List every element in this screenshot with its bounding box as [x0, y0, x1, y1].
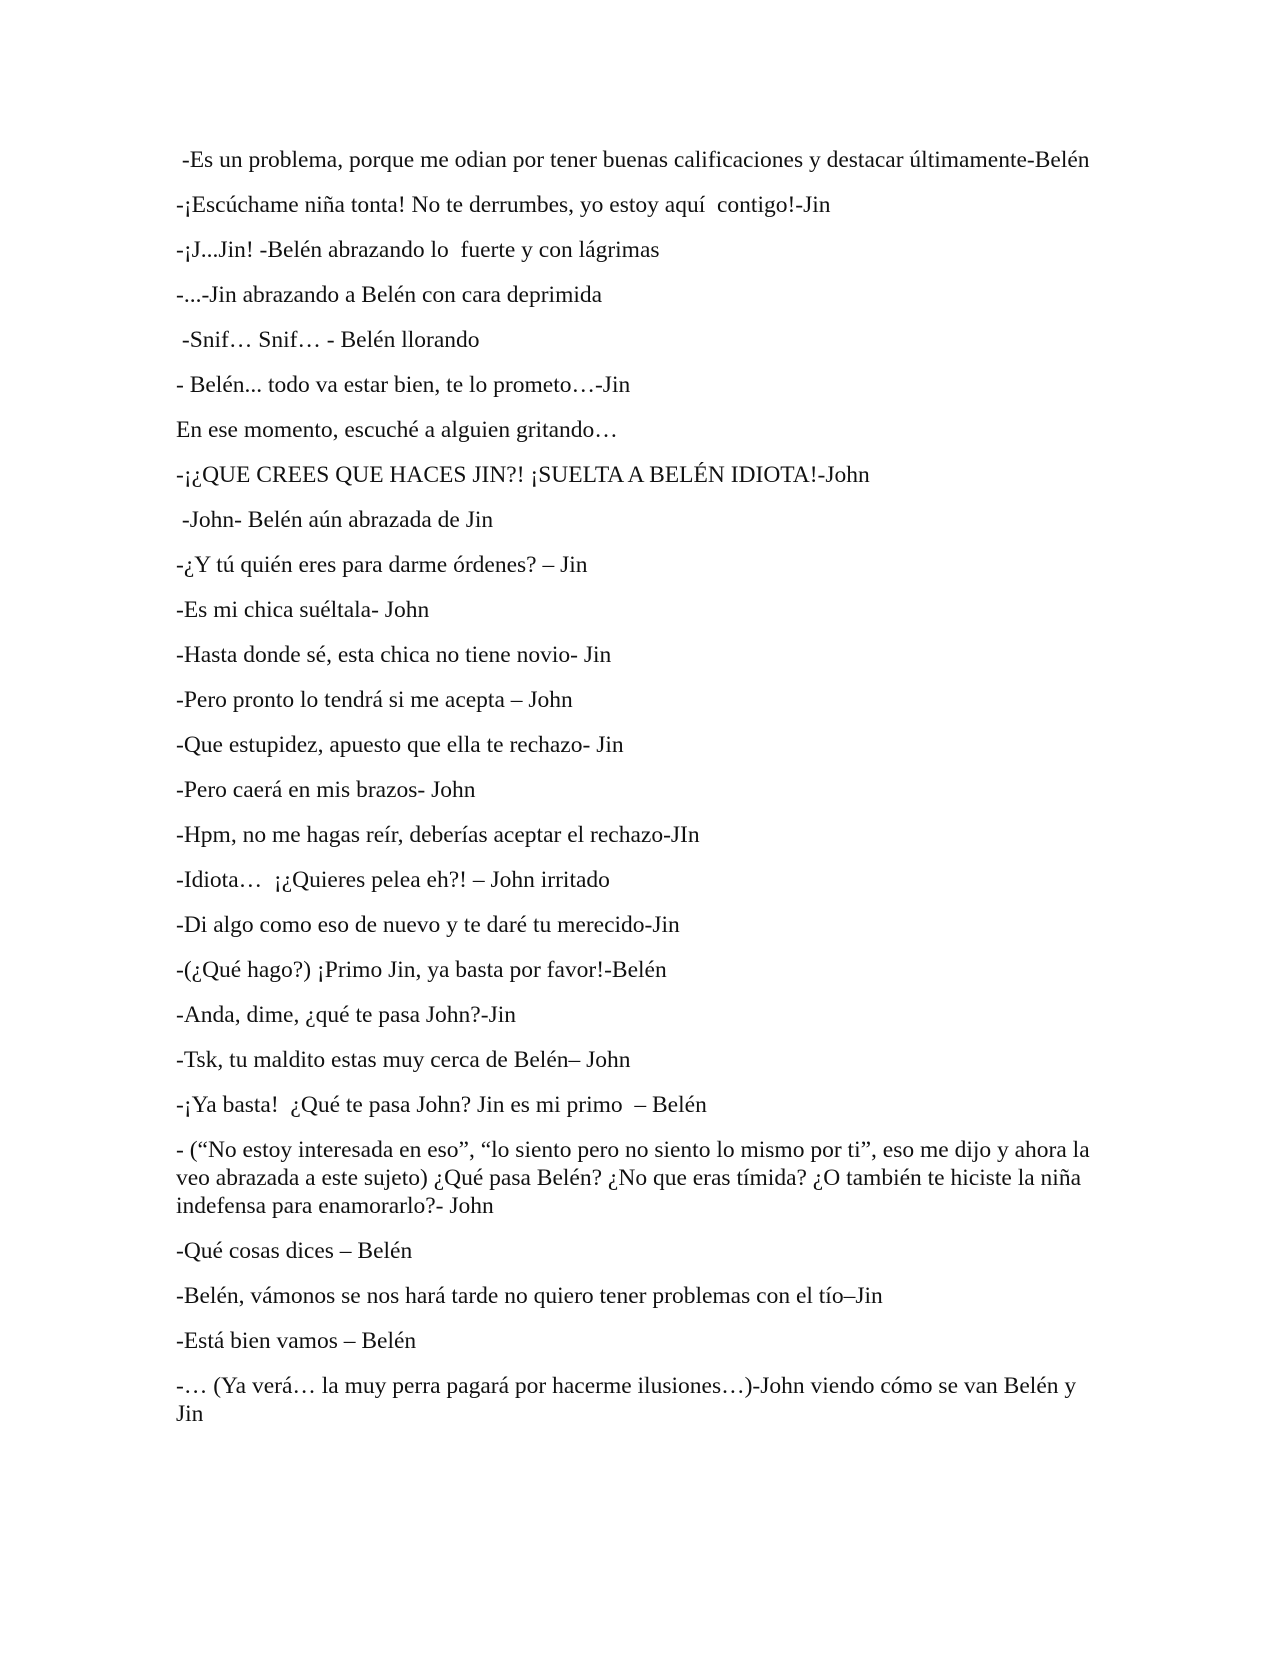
paragraph: -Que estupidez, apuesto que ella te rechazo- Jin [176, 732, 624, 758]
paragraph: -¡¿QUE CREES QUE HACES JIN?! ¡SUELTA A BELÉN IDIOTA!-John [176, 462, 870, 488]
paragraph: -¡J...Jin! -Belén abrazando lo fuerte y con lágrimas [176, 237, 660, 263]
paragraph: -Qué cosas dices – Belén [176, 1238, 413, 1264]
paragraph: En ese momento, escuché a alguien gritando… [176, 417, 618, 443]
paragraph: -Es mi chica suéltala- John [176, 597, 430, 623]
paragraph: -Belén, vámonos se nos hará tarde no quiero tener problemas con el tío–Jin [176, 1283, 883, 1309]
paragraph: -Anda, dime, ¿qué te pasa John?-Jin [176, 1002, 516, 1028]
paragraph: - Belén... todo va estar bien, te lo prometo…-Jin [176, 372, 631, 398]
paragraph: -… (Ya verá… la muy perra pagará por hacerme ilusiones…)-John viendo cómo se van Belén y Jin [176, 1373, 1083, 1427]
paragraph: -Hasta donde sé, esta chica no tiene novio- Jin [176, 642, 612, 668]
paragraph: -Es un problema, porque me odian por tener buenas calificaciones y destacar últimamente-Belén [176, 147, 1090, 173]
paragraph: -Pero pronto lo tendrá si me acepta – John [176, 687, 573, 713]
paragraph: -Está bien vamos – Belén [176, 1328, 417, 1354]
paragraph: -¡Ya basta! ¿Qué te pasa John? Jin es mi primo – Belén [176, 1092, 707, 1118]
document-body [176, 146, 1096, 1445]
paragraph: -Pero caerá en mis brazos- John [176, 777, 476, 803]
paragraph: -Di algo como eso de nuevo y te daré tu merecido-Jin [176, 912, 680, 938]
paragraph: -Tsk, tu maldito estas muy cerca de Belén– John [176, 1047, 631, 1073]
paragraph: -...-Jin abrazando a Belén con cara deprimida [176, 282, 603, 308]
paragraph: -John- Belén aún abrazada de Jin [176, 507, 494, 533]
paragraph: -¡Escúchame niña tonta! No te derrumbes, yo estoy aquí contigo!-Jin [176, 192, 831, 218]
paragraph: -Idiota… ¡¿Quieres pelea eh?! – John irritado [176, 867, 610, 893]
paragraph: -Hpm, no me hagas reír, deberías aceptar el rechazo-JIn [176, 822, 700, 848]
paragraph: - (“No estoy interesada en eso”, “lo siento pero no siento lo mismo por ti”, eso me dijo y ahora la veo abrazada a este sujeto) ¿Qué pasa Belén? ¿No que eras tímida? ¿O también te hiciste la niña indefensa para enamorarlo?- John [176, 1137, 1096, 1219]
paragraph: -¿Y tú quién eres para darme órdenes? – Jin [176, 552, 588, 578]
paragraph: -Snif… Snif… - Belén llorando [176, 327, 480, 353]
paragraph: -(¿Qué hago?) ¡Primo Jin, ya basta por favor!-Belén [176, 957, 667, 983]
